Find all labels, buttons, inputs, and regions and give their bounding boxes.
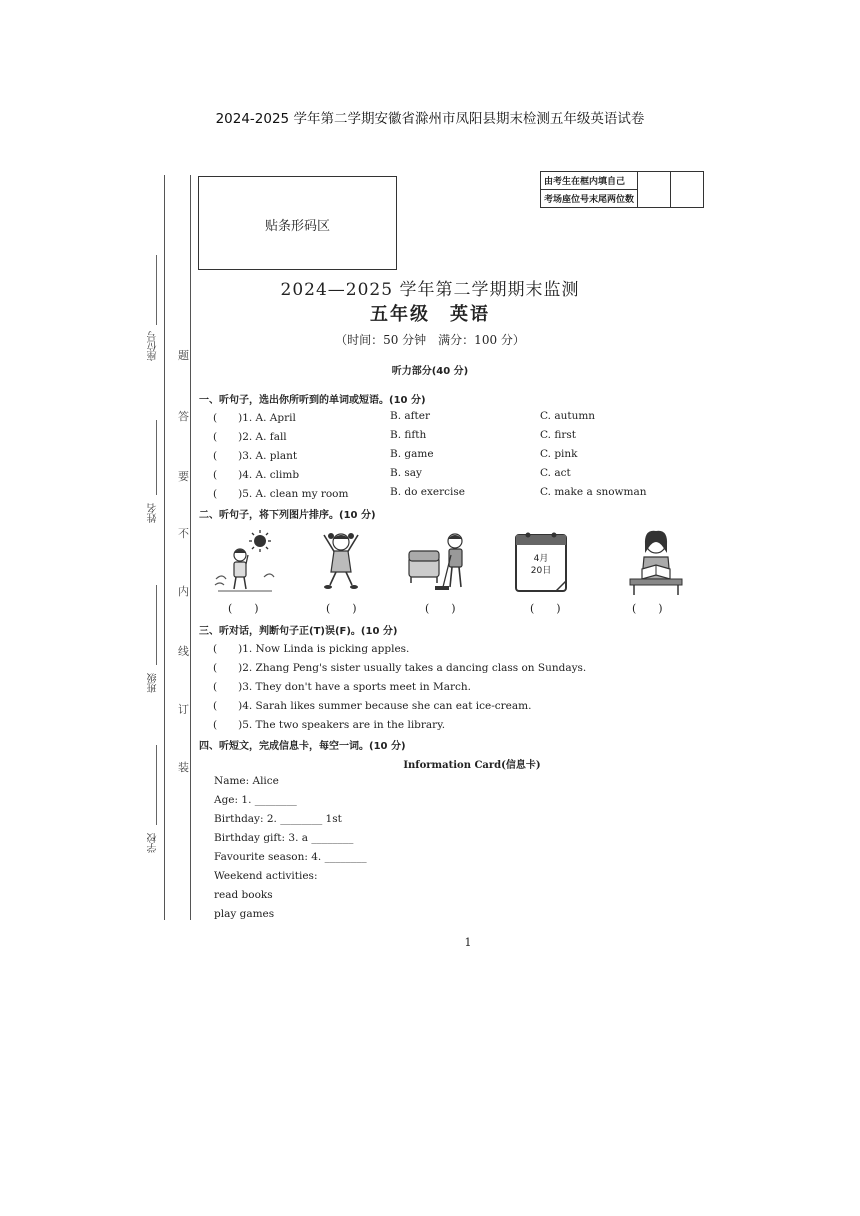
answer-blank[interactable]: ( ) xyxy=(632,602,663,615)
answer-blank[interactable]: ( ) xyxy=(326,602,357,615)
seal-char: 订 xyxy=(178,703,189,716)
card-line: Name: Alice xyxy=(214,775,279,787)
option-a: ( )2. A. fall xyxy=(213,431,287,443)
document-title: 2024-2025 学年第二学期安徽省滁州市凤阳县期末检测五年级英语试卷 xyxy=(215,111,645,127)
barcode-area xyxy=(198,176,397,270)
answer-blank[interactable]: ( ) xyxy=(530,602,561,615)
option-b: B. fifth xyxy=(390,429,427,441)
seat-field-label: 座位号 xyxy=(148,331,159,361)
question-row xyxy=(213,467,673,483)
calendar-month: 4月 xyxy=(533,554,549,564)
name-field-line xyxy=(156,420,157,495)
option-c: C. first xyxy=(540,429,576,441)
option-c: C. act xyxy=(540,467,571,479)
section-title: 三、听对话，判断句子正(T)误(F)。(10 分) xyxy=(199,626,398,637)
time-info: （时间：50 分钟 满分：100 分） xyxy=(335,333,525,347)
exam-title: 2024—2025 学年第二学期期末监测 xyxy=(280,280,580,300)
page-number: 1 xyxy=(464,936,472,949)
card-line: Birthday: 2. ________ 1st xyxy=(214,813,342,825)
barcode-area-label: 贴条形码区 xyxy=(264,219,330,234)
class-field-line xyxy=(156,585,157,665)
seal-char: 线 xyxy=(178,645,189,658)
option-c: C. autumn xyxy=(540,410,596,422)
seat-digit-box[interactable] xyxy=(638,172,671,208)
class-field-label: 班级 xyxy=(148,673,159,693)
part-title: 听力部分(40 分) xyxy=(391,366,469,377)
answer-blank[interactable]: ( ) xyxy=(425,602,456,615)
seal-char: 装 xyxy=(178,761,189,774)
card-line: read books xyxy=(214,889,273,901)
question-row xyxy=(213,486,673,502)
option-b: B. say xyxy=(390,467,422,479)
option-a: ( )3. A. plant xyxy=(213,450,298,462)
seal-char: 要 xyxy=(178,470,189,483)
cleaning-boy-illustration xyxy=(405,527,475,597)
school-field-label: 学校 xyxy=(148,833,159,853)
seal-char: 不 xyxy=(178,527,189,540)
seat-box-instruction: 考场座位号末尾两位数 xyxy=(541,190,638,208)
information-card-title: Information Card(信息卡) xyxy=(403,760,541,771)
card-line: Age: 1. ________ xyxy=(214,794,297,806)
option-a: ( )4. A. climb xyxy=(213,469,300,481)
question-row xyxy=(213,429,673,445)
card-line: Weekend activities: xyxy=(214,870,318,882)
section-title: 一、听句子，选出你所听到的单词或短语。(10 分) xyxy=(199,395,426,406)
true-false-item: ( )4. Sarah likes summer because she can eat ice-cream. xyxy=(213,700,532,712)
seat-box-instruction: 由考生在框内填自己 xyxy=(541,172,638,190)
option-a: ( )5. A. clean my room xyxy=(213,488,349,500)
hot-weather-illustration xyxy=(210,527,280,597)
section-title: 四、听短文，完成信息卡，每空一词。(10 分) xyxy=(199,741,406,752)
option-b: B. do exercise xyxy=(390,486,465,498)
question-row xyxy=(213,410,673,426)
option-b: B. game xyxy=(390,448,434,460)
calendar-day: 20日 xyxy=(530,566,552,576)
section-title: 二、听句子，将下列图片排序。(10 分) xyxy=(199,510,376,521)
seat-digit-box[interactable] xyxy=(671,172,704,208)
card-line: play games xyxy=(214,908,275,920)
question-row xyxy=(213,448,673,464)
jumping-girl-illustration xyxy=(306,527,376,597)
true-false-item: ( )3. They don't have a sports meet in March. xyxy=(213,681,471,693)
seal-char: 题 xyxy=(178,349,189,362)
name-field-label: 姓名 xyxy=(148,503,159,523)
true-false-item: ( )5. The two speakers are in the library. xyxy=(213,719,446,731)
option-b: B. after xyxy=(390,410,430,422)
answer-blank[interactable]: ( ) xyxy=(228,602,259,615)
card-line: Birthday gift: 3. a ________ xyxy=(214,832,354,844)
option-a: ( )1. A. April xyxy=(213,412,296,424)
reading-girl-illustration xyxy=(620,527,690,597)
option-c: C. pink xyxy=(540,448,578,460)
seal-char: 答 xyxy=(178,410,189,423)
true-false-item: ( )2. Zhang Peng's sister usually takes a dancing class on Sundays. xyxy=(213,662,587,674)
seal-char: 内 xyxy=(178,585,189,598)
option-c: C. make a snowman xyxy=(540,486,647,498)
calendar-illustration xyxy=(508,527,578,597)
seat-number-box xyxy=(540,171,704,208)
true-false-item: ( )1. Now Linda is picking apples. xyxy=(213,643,410,655)
card-line: Favourite season: 4. ________ xyxy=(214,851,367,863)
grade-title: 五年级 英语 xyxy=(370,304,490,325)
